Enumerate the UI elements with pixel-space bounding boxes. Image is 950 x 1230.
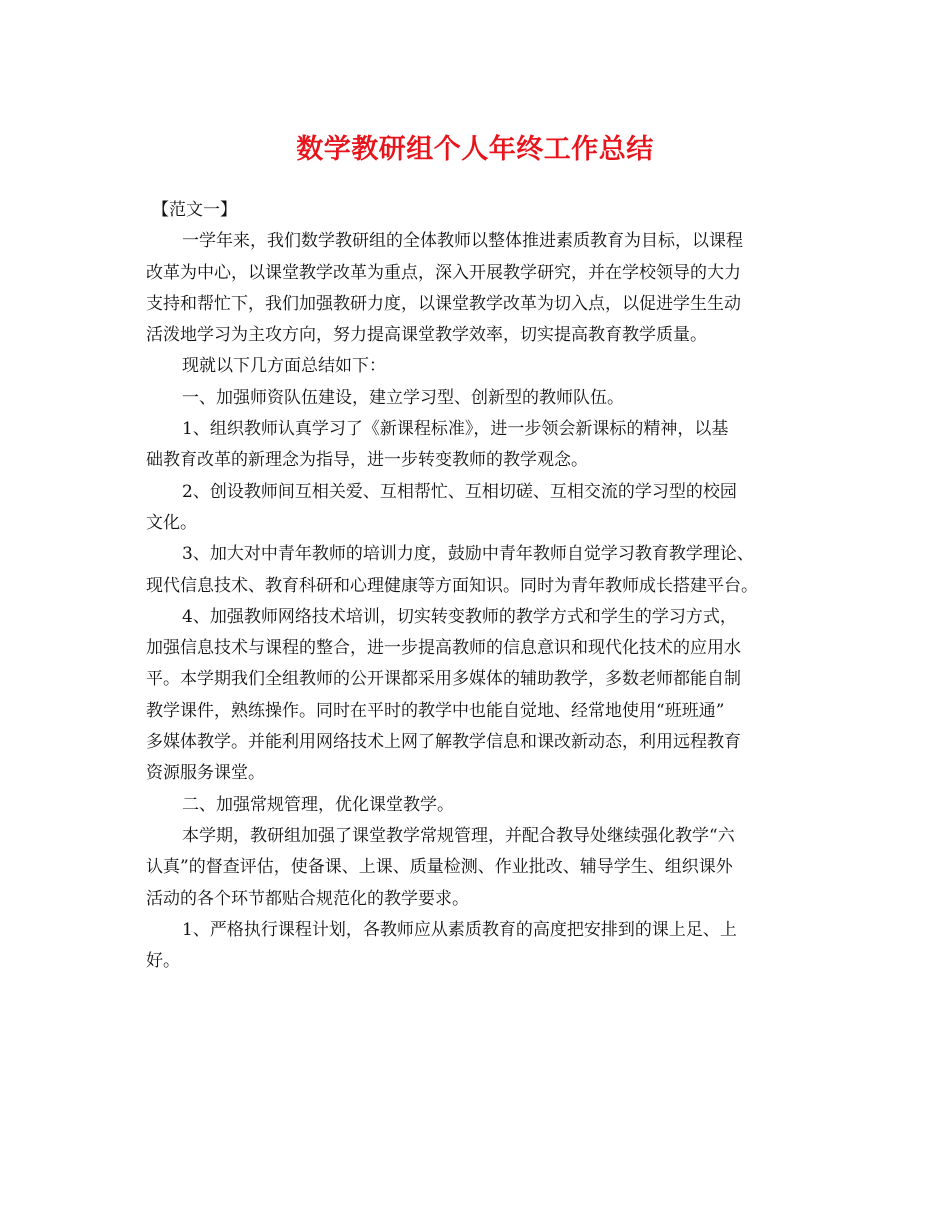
section-heading: 二、加强常规管理，优化课堂教学。 — [182, 794, 454, 815]
list-item-line: 教学课件，熟练操作。同时在平时的教学中也能自觉地、经常地使用“班班通” — [146, 700, 725, 721]
document-title: 数学教研组个人年终工作总结 — [296, 134, 654, 165]
section-marker: 【范文一】 — [152, 200, 237, 220]
list-item-line: 资源服务课堂。 — [146, 763, 265, 784]
list-item-line: 现代信息技术、教育科研和心理健康等方面知识。同时为青年教师成长搭建平台。 — [146, 575, 758, 596]
list-item-line: 好。 — [146, 951, 180, 972]
list-item-line: 4、加强教师网络技术培训，切实转变教师的教学方式和学生的学习方式， — [182, 606, 737, 627]
list-item-line: 1、组织教师认真学习了《新课程标准》，进一步领会新课标的精神，以基 — [182, 419, 729, 440]
paragraph-line: 活泼地学习为主攻方向，努力提高课堂教学效率，切实提高教育教学质量。 — [146, 325, 707, 346]
list-item-line: 1、严格执行课程计划，各教师应从素质教育的高度把安排到的课上足、上 — [182, 919, 737, 940]
paragraph-line: 本学期，教研组加强了课堂教学常规管理，并配合教导处继续强化教学“六 — [182, 825, 735, 846]
paragraph-line: 现就以下几方面总结如下： — [182, 356, 386, 377]
paragraph-line: 认真”的督查评估，使备课、上课、质量检测、作业批改、辅导学生、组织课外 — [146, 857, 733, 878]
section-heading: 一、加强师资队伍建设，建立学习型、创新型的教师队伍。 — [182, 387, 624, 408]
document-body — [146, 195, 811, 977]
paragraph-line: 支持和帮忙下，我们加强教研力度，以课堂教学改革为切入点，以促进学生生动 — [146, 293, 741, 314]
list-item-line: 加强信息技术与课程的整合，进一步提高教师的信息意识和现代化技术的应用水 — [146, 638, 741, 659]
paragraph-line: 改革为中心，以课堂教学改革为重点，深入开展教学研究，并在学校领导的大力 — [146, 262, 741, 283]
list-item-line: 础教育改革的新理念为指导，进一步转变教师的教学观念。 — [146, 450, 588, 471]
list-item-line: 多媒体教学。并能利用网络技术上网了解教学信息和课改新动态，利用远程教育 — [146, 732, 741, 753]
list-item-line: 平。本学期我们全组教师的公开课都采用多媒体的辅助教学，多数老师都能自制 — [146, 669, 741, 690]
list-item-line: 文化。 — [146, 512, 197, 533]
list-item-line: 3、加大对中青年教师的培训力度，鼓励中青年教师自觉学习教育教学理论、 — [182, 544, 754, 565]
paragraph-line: 一学年来，我们数学教研组的全体教师以整体推进素质教育为目标，以课程 — [182, 231, 743, 252]
paragraph-line: 活动的各个环节都贴合规范化的教学要求。 — [146, 888, 469, 909]
list-item-line: 2、创设教师间互相关爱、互相帮忙、互相切磋、互相交流的学习型的校园 — [182, 481, 737, 502]
